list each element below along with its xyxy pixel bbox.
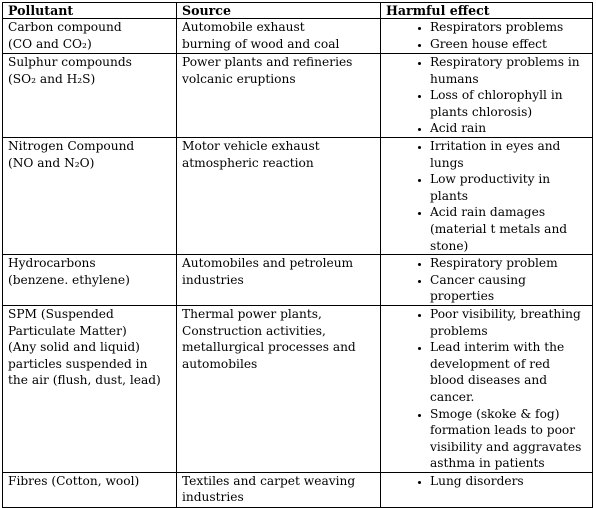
effects-cell (381, 54, 593, 138)
list-item: • Irritation in eyes and lungs (430, 138, 588, 171)
pollutant-cell: SPM (Suspended Particulate Matter) (Any solid and liquid) particles suspended in the air (flush, dust, lead) (3, 305, 177, 472)
effects-cell (381, 305, 593, 472)
list-item: • Lead interim with the development of red blood diseases and cancer. (430, 339, 588, 405)
list-item: • Smoge (skoke & fog) formation leads to poor visibility and aggravates asthma in patients (430, 406, 588, 472)
list-item: • Acid rain (430, 120, 588, 137)
pollutant-cell: Hydrocarbons (benzene. ethylene) (3, 255, 177, 306)
header-pollutant: Pollutant (3, 3, 177, 19)
pollutant-cell: Carbon compound (CO and CO₂) (3, 19, 177, 54)
effects-cell (381, 472, 593, 507)
pollutants-table (2, 2, 593, 508)
effects-list (386, 473, 588, 490)
table-row (3, 54, 593, 138)
pollutant-cell: Fibres (Cotton, wool) (3, 472, 177, 507)
list-item: • Poor visibility, breathing problems (430, 306, 588, 339)
list-item: • Cancer causing properties (430, 272, 588, 305)
list-item: • Low productivity in plants (430, 171, 588, 204)
list-item: • Lung disorders (430, 473, 588, 490)
header-source: Source (177, 3, 381, 19)
list-item: • Green house effect (430, 36, 588, 53)
header-row (3, 3, 593, 19)
table-row (3, 472, 593, 507)
list-item: • Respiratory problems in humans (430, 54, 588, 87)
list-item: • Respiratory problem (430, 255, 588, 272)
list-item: • Respirators problems (430, 19, 588, 36)
source-cell: Automobiles and petroleum industries (177, 255, 381, 306)
effects-list (386, 306, 588, 472)
table-row (3, 305, 593, 472)
effects-list (386, 54, 588, 137)
source-cell: Motor vehicle exhaust atmospheric reaction (177, 138, 381, 255)
list-item: • Loss of chlorophyll in plants chlorosis) (430, 87, 588, 120)
effects-cell (381, 138, 593, 255)
effects-list (386, 138, 588, 254)
source-cell: Textiles and carpet weaving industries (177, 472, 381, 507)
table-row (3, 255, 593, 306)
effects-cell (381, 19, 593, 54)
table-row (3, 19, 593, 54)
effects-cell (381, 255, 593, 306)
pollutant-cell: Nitrogen Compound (NO and N₂O) (3, 138, 177, 255)
pollutant-cell: Sulphur compounds (SO₂ and H₂S) (3, 54, 177, 138)
list-item: • Acid rain damages (material t metals and stone) (430, 204, 588, 254)
effects-list (386, 19, 588, 52)
source-cell: Thermal power plants, Construction activities, metallurgical processes and automobiles (177, 305, 381, 472)
header-harmful-effect: Harmful effect (381, 3, 593, 19)
table-row (3, 138, 593, 255)
effects-list (386, 255, 588, 305)
source-cell: Automobile exhaust burning of wood and coal (177, 19, 381, 54)
source-cell: Power plants and refineries volcanic eruptions (177, 54, 381, 138)
